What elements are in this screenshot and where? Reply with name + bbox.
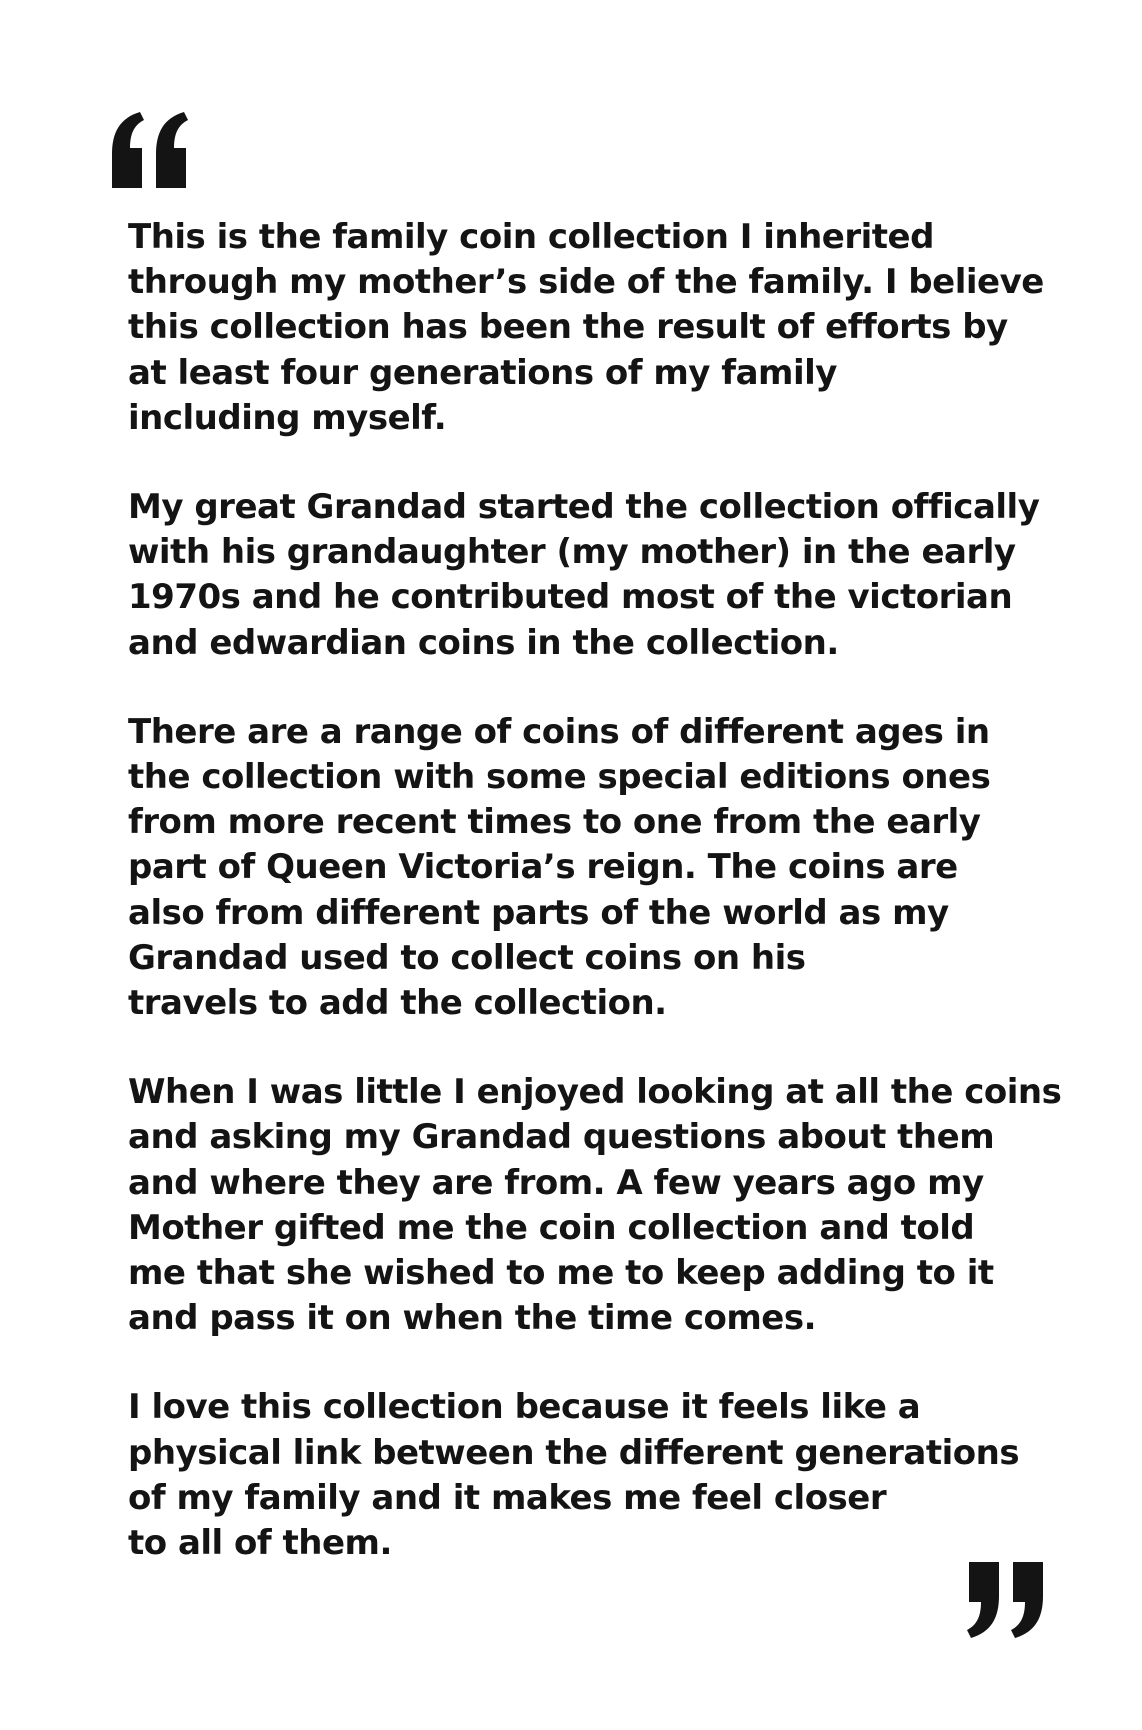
text-line: this collection has been the result of efforts by — [128, 307, 1008, 348]
quote-text — [128, 215, 1062, 1610]
text-line: Mother gifted me the coin collection and told — [128, 1207, 975, 1248]
text-line: and asking my Grandad questions about them — [128, 1117, 995, 1158]
open-quote-icon — [110, 110, 192, 192]
text-line: including myself. — [128, 397, 447, 438]
text-line: with his grandaughter (my mother) in the early — [128, 532, 1016, 573]
quote-paragraph — [128, 710, 1058, 1026]
text-line: This is the family coin collection I inherited — [128, 217, 934, 257]
text-line: at least four generations of my family — [128, 352, 837, 393]
text-line: travels to add the collection. — [128, 983, 667, 1024]
quote-paragraph — [128, 1070, 1062, 1341]
quote-paragraph — [128, 485, 1058, 666]
close-quote-icon — [963, 1558, 1045, 1640]
quote-paragraph — [128, 1385, 1058, 1566]
text-line: the collection with some special editions ones — [128, 757, 991, 798]
text-line: part of Queen Victoria’s reign. The coins are — [128, 847, 958, 888]
text-line: and where they are from. A few years ago my — [128, 1162, 984, 1203]
text-line: When I was little I enjoyed looking at all the coins — [128, 1072, 1062, 1113]
text-line: 1970s and he contributed most of the victorian — [128, 577, 1013, 618]
text-line: from more recent times to one from the early — [128, 802, 981, 843]
quote-paragraph — [128, 215, 1058, 441]
text-line: My great Grandad started the collection offically — [128, 487, 1040, 528]
text-line: and pass it on when the time comes. — [128, 1298, 817, 1339]
text-line: of my family and it makes me feel closer — [128, 1477, 887, 1518]
text-line: Grandad used to collect coins on his — [128, 937, 806, 978]
text-line: to all of them. — [128, 1523, 392, 1564]
text-line: There are a range of coins of different ages in — [128, 711, 990, 752]
text-line: I love this collection because it feels like a — [128, 1387, 921, 1428]
text-line: also from different parts of the world as my — [128, 892, 949, 933]
text-line: and edwardian coins in the collection. — [128, 622, 839, 663]
text-line: through my mother’s side of the family. I believe — [128, 262, 1044, 303]
text-line: me that she wished to me to keep adding to it — [128, 1253, 994, 1294]
text-line: physical link between the different generations — [128, 1432, 1020, 1473]
